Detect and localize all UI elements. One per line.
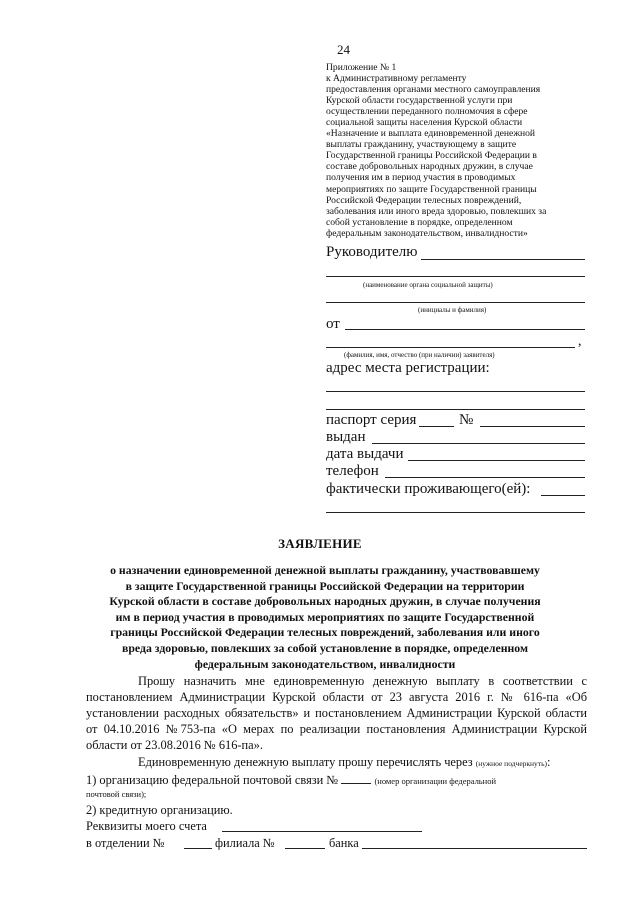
- issue-date-label: дата выдачи: [326, 446, 404, 462]
- subject-line: в защите Государственной границы Российской Федерации на территории: [125, 578, 525, 593]
- option-postal: [86, 772, 496, 788]
- document-subject: [88, 563, 562, 672]
- filial-label: филиала №: [215, 836, 275, 850]
- appendix-line: получения им в период участия в проводимых: [326, 172, 516, 184]
- subject-line: Курской области в составе добровольных народных дружин, в случае получения: [109, 594, 541, 609]
- head-field-2[interactable]: [326, 276, 585, 277]
- passport-series-label: паспорт серия: [326, 412, 417, 428]
- subject-line: о назначении единовременной денежной выплаты гражданину, участвовавшему: [110, 563, 540, 577]
- head-field[interactable]: [421, 259, 585, 260]
- appendix-line: социальной защиты населения Курской области: [326, 117, 523, 129]
- residing-field[interactable]: [541, 495, 585, 496]
- payment-intro-text: Единовременную денежную выплату прошу перечислять через: [138, 755, 473, 769]
- residing-field-2[interactable]: [326, 512, 585, 513]
- initials-caption: (инициалы и фамилия): [418, 306, 487, 314]
- appendix-line: мероприятиях по защите Государственной границы: [326, 183, 537, 195]
- option-postal-note: (номер организации федеральной: [374, 776, 497, 786]
- passport-number-label: №: [459, 412, 474, 428]
- phone-label: телефон: [326, 463, 379, 479]
- initials-field[interactable]: [326, 302, 585, 303]
- from-field-2[interactable]: [326, 347, 575, 348]
- branch-number-field[interactable]: [184, 848, 212, 849]
- filial-number-field[interactable]: [285, 848, 325, 849]
- bank-label: банка: [329, 836, 359, 850]
- applicant-caption: (фамилия, имя, отчество (при наличии) заявителя): [344, 351, 495, 359]
- appendix-line: федеральным законодательством, инвалидности»: [326, 227, 528, 239]
- account-field[interactable]: [222, 831, 422, 832]
- issue-date-field[interactable]: [408, 460, 585, 461]
- comma: ,: [578, 334, 582, 349]
- issued-field[interactable]: [372, 443, 585, 444]
- subject-line: федеральным законодательством, инвалидности: [194, 656, 456, 671]
- from-field[interactable]: [345, 329, 585, 330]
- phone-field[interactable]: [385, 477, 585, 478]
- page-number: 24: [337, 42, 350, 57]
- postal-number-field[interactable]: [341, 772, 371, 784]
- registration-field[interactable]: [326, 391, 585, 392]
- payment-intro-end: :: [547, 755, 551, 769]
- passport-series-field[interactable]: [419, 426, 454, 427]
- registration-label: адрес места регистрации:: [326, 360, 490, 376]
- registration-field-2[interactable]: [326, 409, 585, 410]
- appendix-line: составе добровольных народных дружин, в случае: [326, 161, 533, 173]
- from-label: от: [326, 316, 340, 332]
- head-label: Руководителю: [326, 244, 418, 260]
- subject-line: им в период участия в проводимых мероприятиях по защите Государственной: [115, 609, 535, 624]
- request-paragraph: Прошу назначить мне единовременную денежную выплату в соответствии с постановлением Администрации Курской области от 23 августа 2016 г. № 616-па «Об установлении расходных обязательств» и постановлением Администрации Курской области от 04.10.2016 №753-па «О мерах по реализации постановления Администрации Курской области от 23.08.2016 № 616-па».: [86, 674, 587, 752]
- appendix-line: Приложение № 1: [326, 62, 397, 73]
- appendix-line: выплаты гражданину, участвующему в защите: [326, 139, 517, 151]
- appendix-line: «Назначение и выплата единовременной денежной: [326, 128, 536, 140]
- document-title: ЗАЯВЛЕНИЕ: [278, 536, 362, 551]
- appendix-line: Государственной границы Российской Федерации в: [326, 150, 537, 162]
- branch-label: в отделении №: [86, 836, 165, 850]
- appendix-line: предоставления органами местного самоуправления: [326, 84, 541, 96]
- head-caption: (наименование органа социальной защиты): [363, 281, 493, 289]
- appendix-line: Курской области государственной услуги при: [326, 95, 513, 107]
- bank-field[interactable]: [362, 848, 587, 849]
- appendix-header: [326, 62, 586, 239]
- option-credit-org: 2) кредитную организацию.: [86, 803, 233, 817]
- appendix-line: собой установление в порядке, определенном: [326, 216, 513, 228]
- passport-number-field[interactable]: [480, 426, 585, 427]
- option-postal-text: 1) организацию федеральной почтовой связи №: [86, 773, 339, 787]
- option-postal-note-2: почтовой связи);: [86, 789, 147, 799]
- payment-intro: [138, 755, 550, 770]
- subject-line: границы Российской Федерации телесных повреждений, заболевания или иного: [110, 625, 540, 640]
- appendix-line: к Административному регламенту: [326, 73, 467, 85]
- appendix-line: Российской Федерации телесных повреждений,: [326, 194, 522, 206]
- appendix-line: заболевания или иного вреда здоровью, повлекших за: [326, 205, 547, 217]
- residing-label: фактически проживающего(ей):: [326, 481, 531, 497]
- subject-line: вреда здоровью, повлекших за собой установление в порядке, определенном: [121, 640, 528, 655]
- appendix-line: осуществлении переданного полномочия в сфере: [326, 106, 528, 118]
- account-label: Реквизиты моего счета: [86, 819, 207, 833]
- issued-label: выдан: [326, 429, 366, 445]
- payment-intro-note: (нужное подчеркнуть): [475, 759, 548, 768]
